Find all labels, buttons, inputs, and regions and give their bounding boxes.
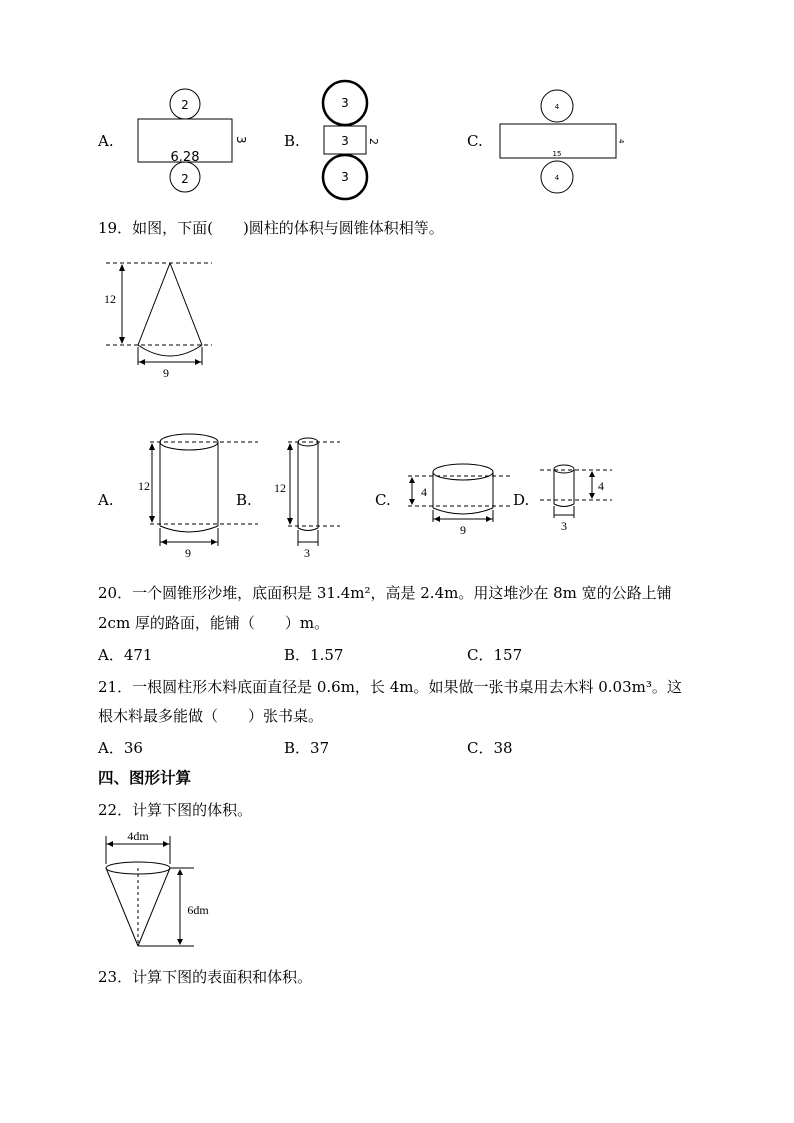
q19-option-b-cylinder — [266, 432, 342, 560]
q18-option-b-letter: B. — [284, 132, 300, 150]
q21-question-line1: 21．一根圆柱形木料底面直径是 0.6m，长 4m。如果做一张书桌用去木料 0.03m³。这 — [98, 678, 682, 696]
q18-b-top-circle-label: 3 — [341, 96, 349, 110]
q21-option-b: B．37 — [284, 739, 330, 757]
q18-option-c-letter: C. — [467, 132, 483, 150]
q22-cone-figure — [98, 830, 228, 955]
q18-b-rect-side-label: 2 — [367, 138, 380, 145]
q19-cone-diameter-label: 9 — [163, 366, 169, 380]
q19-option-c-cylinder — [402, 460, 514, 540]
q23-question-text: 23．计算下图的表面积和体积。 — [98, 968, 313, 986]
q20-option-a: A．471 — [98, 646, 153, 664]
q18-a-rect-side-label: 3 — [234, 136, 248, 144]
q18-option-a-letter: A. — [98, 132, 114, 150]
q18-c-rect-side-label: 4 — [617, 139, 625, 144]
q22-height-label: 6dm — [187, 903, 209, 917]
q18-c-rect-bottom-label: 15 — [552, 150, 562, 158]
q18-c-top-circle-label: 4 — [554, 103, 560, 111]
q20-option-c: C．157 — [467, 646, 523, 664]
q21-option-c: C．38 — [467, 739, 513, 757]
q19-d-diameter-label: 3 — [561, 519, 567, 533]
q21-question-line2: 根木料最多能做（ ）张书桌。 — [98, 707, 324, 725]
q18-b-bottom-circle-label: 3 — [341, 170, 349, 184]
q20-question-line1: 20．一个圆锥形沙堆，底面积是 31.4m²，高是 2.4m。用这堆沙在 8m 宽的公路上铺 — [98, 584, 672, 602]
section-four-title: 四、图形计算 — [98, 768, 192, 787]
q19-b-height-label: 12 — [274, 481, 286, 495]
q19-option-d-letter: D. — [513, 491, 530, 509]
q19-option-d-cylinder — [536, 460, 616, 536]
q19-c-height-label: 4 — [421, 485, 427, 499]
q18-option-c-net — [494, 86, 634, 198]
q18-b-rect-center-label: 3 — [341, 134, 349, 148]
q19-a-height-label: 12 — [138, 479, 150, 493]
q22-question-text: 22．计算下图的体积。 — [98, 801, 253, 819]
q19-option-c-letter: C. — [375, 491, 391, 509]
q18-option-b-net — [316, 78, 386, 204]
q18-a-bottom-circle-label: 2 — [181, 172, 189, 186]
q21-option-a: A．36 — [98, 739, 143, 757]
q19-question-text: 19．如图，下面( )圆柱的体积与圆锥体积相等。 — [98, 219, 444, 237]
q19-a-diameter-label: 9 — [185, 546, 191, 560]
q19-option-a-letter: A. — [98, 491, 114, 509]
q19-cone-height-label: 12 — [104, 292, 116, 306]
q20-question-line2: 2cm 厚的路面，能铺（ ）m。 — [98, 614, 330, 632]
q18-c-bottom-circle-label: 4 — [554, 174, 560, 182]
q19-d-height-label: 4 — [598, 479, 604, 493]
q19-cone-figure — [100, 255, 220, 380]
q19-b-diameter-label: 3 — [304, 546, 310, 560]
q19-option-b-letter: B. — [236, 491, 252, 509]
q19-c-diameter-label: 9 — [460, 523, 466, 537]
q20-option-b: B．1.57 — [284, 646, 344, 664]
q18-a-rect-bottom-label: 6.28 — [170, 150, 200, 165]
q18-a-top-circle-label: 2 — [181, 98, 189, 112]
q22-diameter-label: 4dm — [127, 830, 149, 843]
q18-option-a-net — [130, 84, 250, 200]
